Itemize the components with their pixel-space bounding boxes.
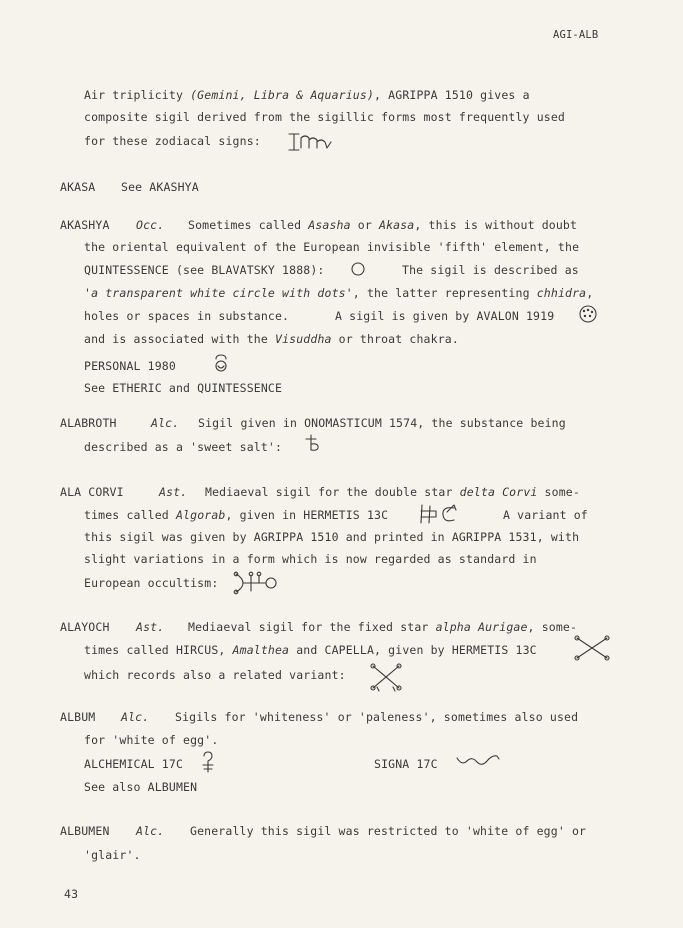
akashya-line-5a: holes or spaces in substance. xyxy=(84,309,290,323)
album-line-1: Sigils for 'whiteness' or 'paleness', sometimes also used xyxy=(175,710,579,724)
entry-term-albumen: ALBUMEN xyxy=(60,824,110,838)
ala-corvi-line-5: European occultism: xyxy=(84,576,219,590)
album-line-3a: ALCHEMICAL 17C xyxy=(84,757,184,771)
entry-term-album: ALBUM xyxy=(60,710,96,724)
entry-term-ala-corvi: ALA CORVI xyxy=(60,485,124,499)
alayoch-line-2: times called HIRCUS, Amalthea and CAPELLA, given by HERMETIS 13C xyxy=(84,643,537,657)
akashya-line-2: the oriental equivalent of the European invisible 'fifth' element, the xyxy=(84,240,580,254)
album-line-2: for 'white of egg'. xyxy=(84,733,219,747)
dotted-circle-sigil-icon xyxy=(577,303,599,325)
alayoch-sigil-icon xyxy=(573,634,611,662)
albumen-line-1: Generally this sigil was restricted to 'white of egg' or xyxy=(190,824,587,838)
ala-corvi-line-4: slight variations in a form which is now regarded as standard in xyxy=(84,552,537,566)
alabroth-sigil-icon xyxy=(303,433,321,453)
entry-term-alabroth: ALABROTH xyxy=(60,416,117,430)
ala-corvi-line-1: Mediaeval sigil for the double star delta Corvi some- xyxy=(205,485,580,499)
ala-corvi-standard-sigil-icon xyxy=(231,570,285,596)
akashya-line-6: and is associated with the Visuddha or throat chakra. xyxy=(84,332,459,346)
category-label: Ast. xyxy=(159,485,188,499)
air-triplicity-sigil-icon xyxy=(287,130,333,152)
akashya-line-3b: The sigil is described as xyxy=(402,263,579,277)
category-label: Ast. xyxy=(136,620,165,634)
entry-term-alayoch: ALAYOCH xyxy=(60,620,110,634)
akashya-line-1: Sometimes called Asasha or Akasa, this is without doubt xyxy=(188,218,578,232)
alchemical-album-sigil-icon xyxy=(200,750,216,774)
running-head: AGI-ALB xyxy=(553,29,599,41)
category-label: Alc. xyxy=(121,710,150,724)
albumen-line-2: 'glair'. xyxy=(84,848,141,862)
category-label: Alc. xyxy=(151,416,180,430)
continuation-line-3: for these zodiacal signs: xyxy=(84,134,261,148)
akashya-line-3a: QUINTESSENCE (see BLAVATSKY 1888): xyxy=(84,263,325,277)
entry-term-akashya: AKASHYA xyxy=(60,218,110,232)
category-label: Occ. xyxy=(136,218,165,232)
ala-corvi-line-2c: A variant of xyxy=(503,508,588,522)
entry-akasa-text: See AKASHYA xyxy=(121,180,199,194)
continuation-line-2: composite sigil derived from the sigillic forms most frequently used xyxy=(84,110,566,124)
album-line-3b: SIGNA 17C xyxy=(374,757,438,771)
page-number: 43 xyxy=(64,887,79,901)
circle-sigil-icon xyxy=(348,259,368,279)
akashya-line-8: See ETHERIC and QUINTESSENCE xyxy=(84,381,283,395)
personal-sigil-icon xyxy=(212,353,230,375)
signa-album-sigil-icon xyxy=(455,752,501,770)
continuation-line-1: Air triplicity (Gemini, Libra & Aquarius), AGRIPPA 1510 gives a xyxy=(84,88,530,102)
alayoch-variant-sigil-icon xyxy=(367,662,405,692)
akashya-line-7: PERSONAL 1980 xyxy=(84,359,176,373)
alayoch-line-3: which records also a related variant: xyxy=(84,668,346,682)
ala-corvi-sigil-icon xyxy=(418,502,460,526)
alabroth-line-1: Sigil given in ONOMASTICUM 1574, the substance being xyxy=(198,416,566,430)
album-line-4: See also ALBUMEN xyxy=(84,780,198,794)
akashya-line-4: 'a transparent white circle with dots', the latter representing chhidra, xyxy=(84,286,594,300)
category-label: Alc. xyxy=(136,824,165,838)
ala-corvi-line-3: this sigil was given by AGRIPPA 1510 and printed in AGRIPPA 1531, with xyxy=(84,530,580,544)
ala-corvi-line-2: times called Algorab, given in HERMETIS 13C xyxy=(84,508,389,522)
alayoch-line-1: Mediaeval sigil for the fixed star alpha Aurigae, some- xyxy=(188,620,578,634)
entry-term-akasa: AKASA xyxy=(60,180,96,194)
alabroth-line-2: described as a 'sweet salt': xyxy=(84,440,283,454)
akashya-line-5b: A sigil is given by AVALON 1919 xyxy=(335,309,555,323)
